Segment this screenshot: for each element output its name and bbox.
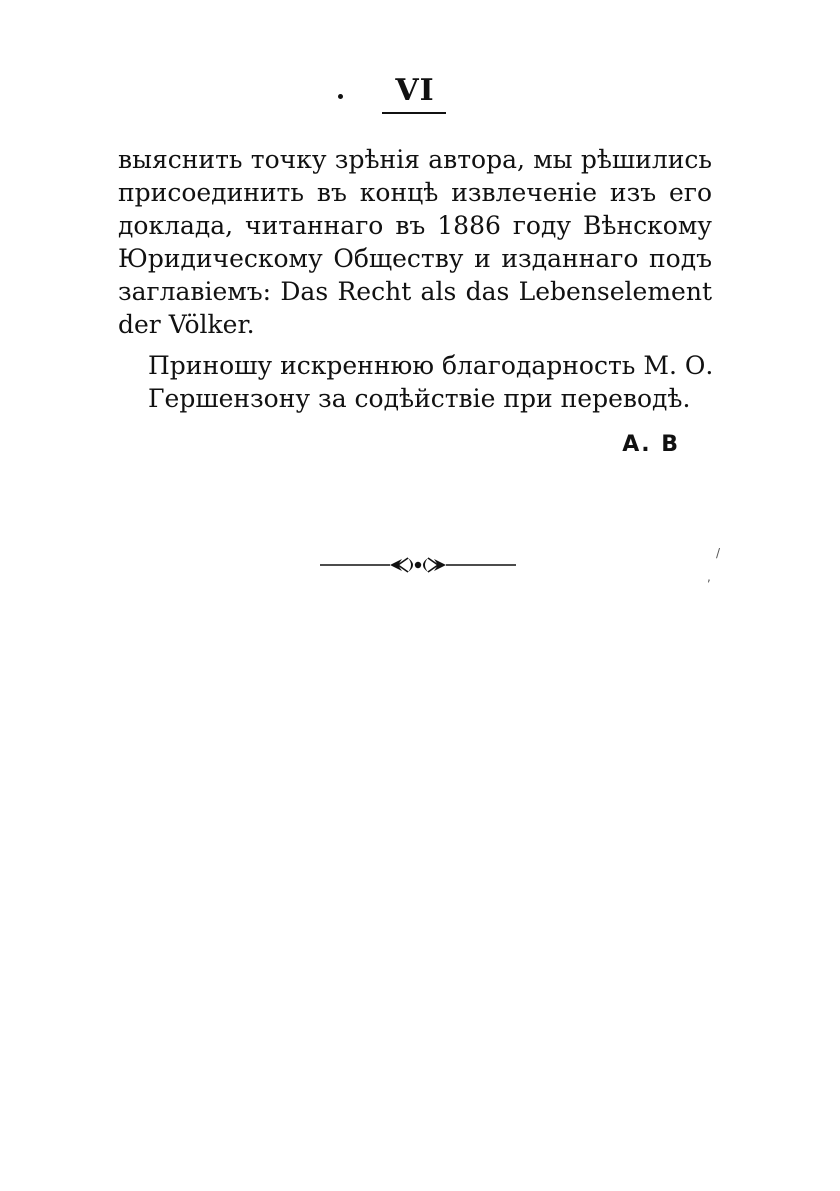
stray-mark: , <box>707 570 711 584</box>
text-line: присоединить въ концѣ извлеченіе изъ его <box>118 178 712 207</box>
header-rule <box>382 112 446 114</box>
text-line: Юридическому Обществу и изданнаго подъ <box>118 244 712 273</box>
page-number: VI <box>395 73 435 108</box>
stray-mark: / <box>716 546 721 560</box>
body-text <box>118 143 712 415</box>
paragraph-1 <box>118 143 712 341</box>
page-header <box>330 70 480 120</box>
text-line: заглавіемъ: Das Recht als das Lebenselement <box>118 277 712 306</box>
signature-initials: А. В <box>622 432 680 457</box>
text-line: Гершензону за содѣйствіе при переводѣ. <box>148 384 691 413</box>
text-line: Приношу искреннюю благодарность М. О. <box>148 351 714 380</box>
header-dot <box>338 94 343 99</box>
paragraph-2 <box>118 349 712 415</box>
text-line: der Völker. <box>118 310 255 339</box>
text-line: доклада, читаннаго въ 1886 году Вѣнскому <box>118 211 712 240</box>
text-line: выяснить точку зрѣнія автора, мы рѣшились <box>118 145 712 174</box>
ornament-divider-icon <box>318 553 518 577</box>
